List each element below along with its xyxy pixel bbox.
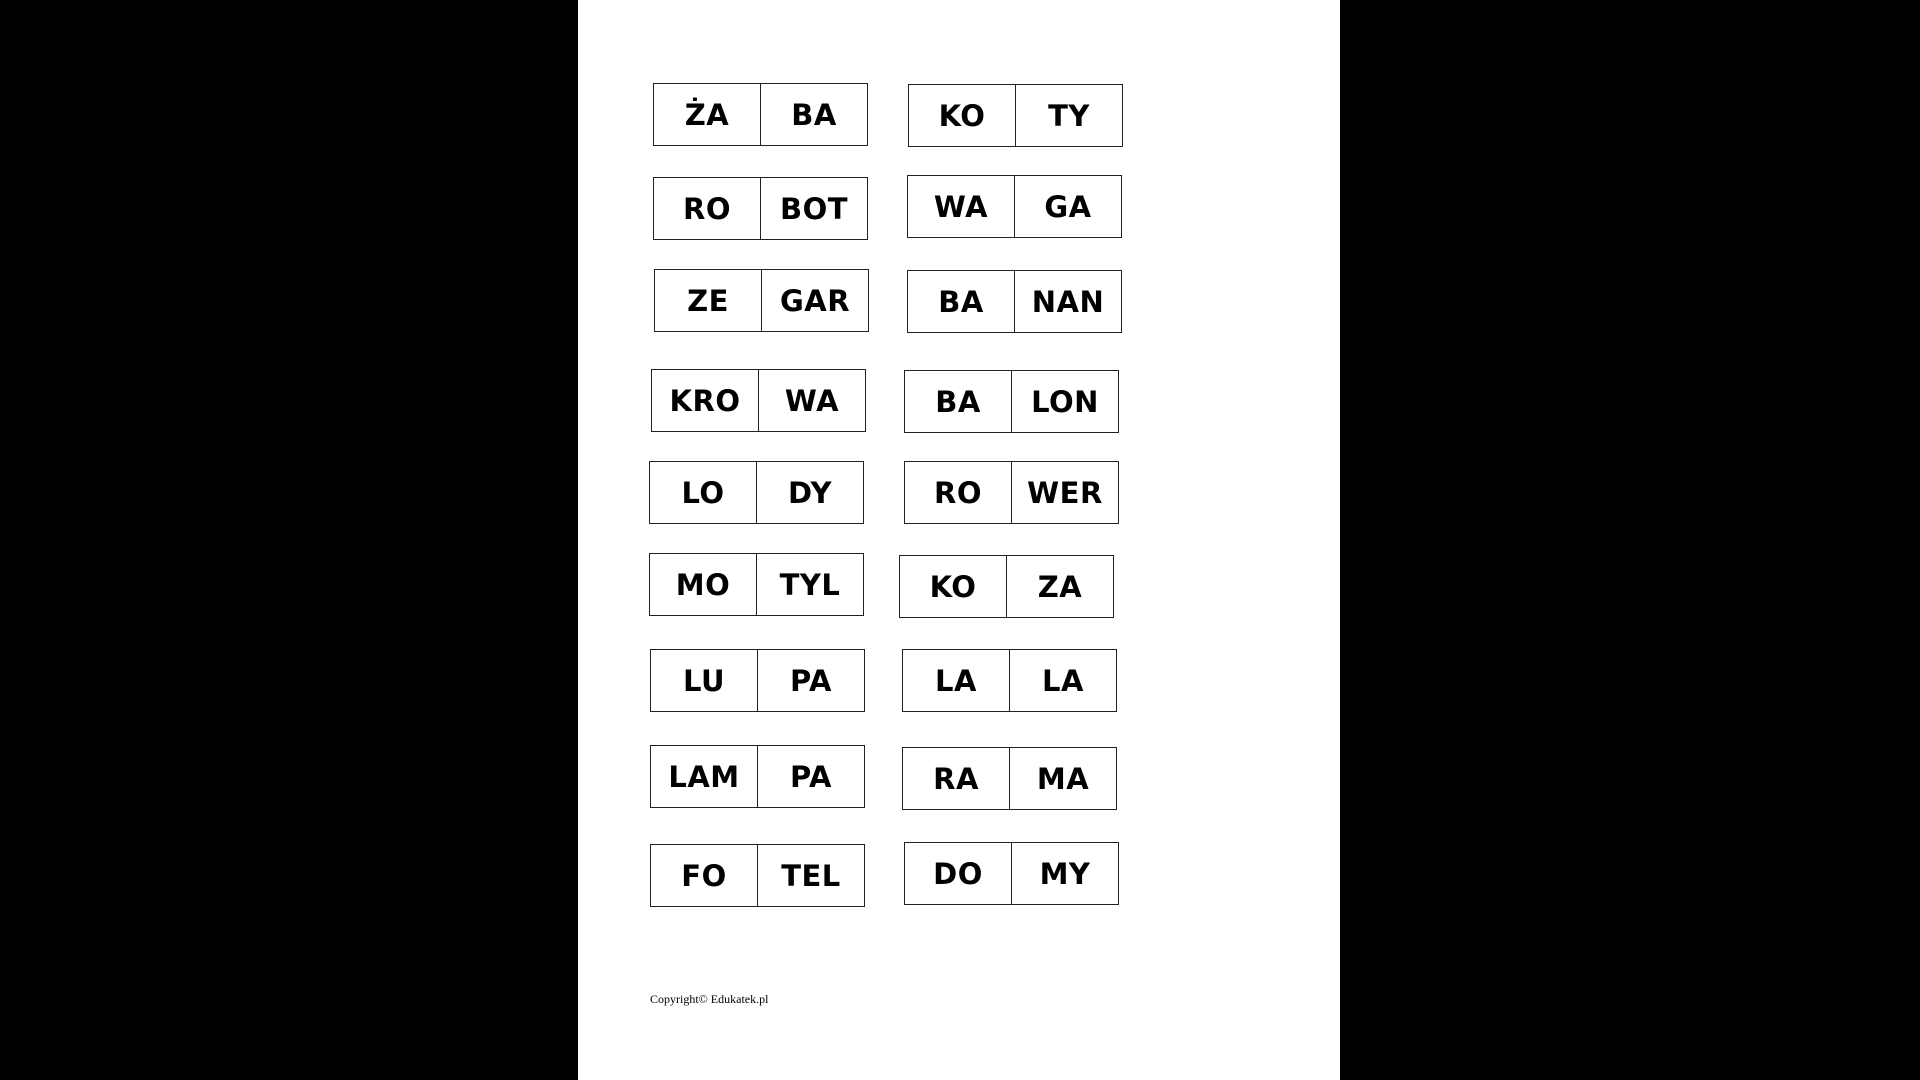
syllable-left: WA	[908, 176, 1015, 237]
syllable-card	[653, 177, 868, 240]
syllable-card	[650, 649, 865, 712]
worksheet-page	[578, 0, 1340, 1080]
syllable-card	[650, 844, 865, 907]
syllable-card	[899, 555, 1114, 618]
syllable-right: WER	[1027, 475, 1103, 510]
syllable-card	[902, 649, 1117, 712]
syllable-right: TYL	[779, 567, 841, 602]
syllable-card	[907, 270, 1122, 333]
syllable-right: LA	[1042, 663, 1084, 698]
syllable-left: RO	[654, 178, 761, 239]
syllable-left: LU	[651, 650, 758, 711]
syllable-left: BA	[908, 271, 1015, 332]
syllable-right: MA	[1036, 761, 1090, 796]
syllable-right: BA	[791, 97, 837, 132]
syllable-card	[907, 175, 1122, 238]
syllable-left: KO	[900, 556, 1007, 617]
syllable-right: TEL	[781, 858, 841, 893]
syllable-left: RO	[905, 462, 1012, 523]
syllable-card	[904, 370, 1119, 433]
syllable-right: PA	[789, 663, 833, 698]
syllable-card	[650, 745, 865, 808]
syllable-left: KO	[909, 85, 1016, 146]
syllable-left: DO	[905, 843, 1012, 904]
syllable-left: LAM	[651, 746, 758, 807]
syllable-card	[904, 461, 1119, 524]
syllable-right: DY	[788, 475, 832, 510]
syllable-left: KRO	[652, 370, 759, 431]
syllable-left: MO	[650, 554, 757, 615]
syllable-right: LON	[1031, 384, 1099, 419]
syllable-card	[649, 461, 864, 524]
syllable-right: TY	[1048, 98, 1090, 133]
syllable-left: ŻA	[654, 84, 761, 145]
syllable-left: LO	[650, 462, 757, 523]
syllable-right: GAR	[779, 283, 851, 318]
syllable-left: FO	[651, 845, 758, 906]
syllable-left: LA	[903, 650, 1010, 711]
syllable-right: ZA	[1037, 569, 1083, 604]
syllable-card	[654, 269, 869, 332]
syllable-card	[902, 747, 1117, 810]
syllable-card	[904, 842, 1119, 905]
syllable-card	[649, 553, 864, 616]
syllable-right: GA	[1044, 189, 1092, 224]
syllable-right: BOT	[779, 191, 849, 226]
syllable-card	[653, 83, 868, 146]
syllable-right: WA	[784, 383, 840, 418]
syllable-right: PA	[789, 759, 833, 794]
syllable-left: ZE	[655, 270, 762, 331]
copyright-text: Copyright© Edukatek.pl	[650, 992, 769, 1006]
syllable-card	[651, 369, 866, 432]
syllable-right: NAN	[1031, 284, 1105, 319]
syllable-right: MY	[1039, 856, 1091, 891]
syllable-left: BA	[905, 371, 1012, 432]
syllable-card	[908, 84, 1123, 147]
syllable-left: RA	[903, 748, 1010, 809]
